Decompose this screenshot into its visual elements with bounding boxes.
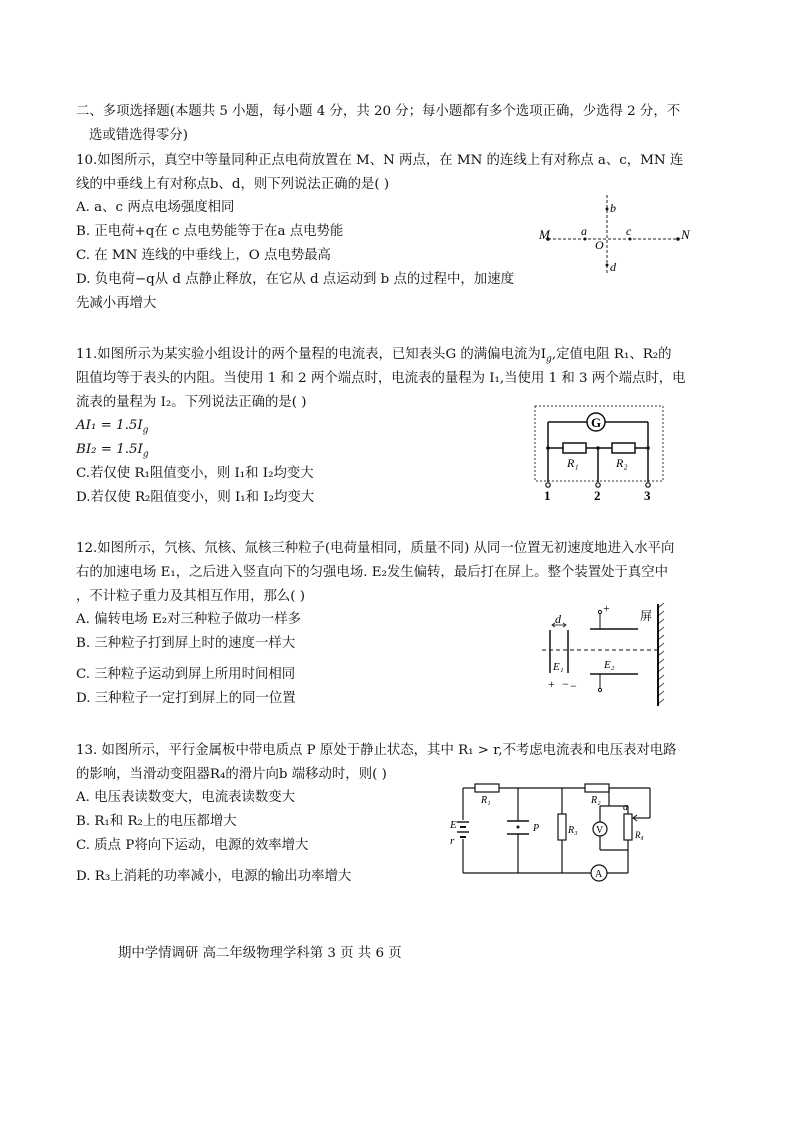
q10-charge-figure bbox=[535, 193, 695, 278]
q10-label-N: N bbox=[681, 227, 690, 242]
q13-circuit-figure bbox=[445, 778, 670, 883]
q11-terminal-1: 1 bbox=[544, 488, 551, 503]
q12-stem-line1: 12.如图所示，氕核、氘核、氚核三种粒子(电荷量相同，质量不同) 从同一位置无初速度地进入水平向 bbox=[76, 541, 675, 556]
q11-option-a: $AI_1 = 1.5I_g$ bbox=[76, 418, 149, 436]
q12-label-E1: E₁ bbox=[553, 661, 564, 673]
section-title-line2: 选或错选得零分) bbox=[89, 128, 188, 143]
q10-label-c: c bbox=[626, 224, 632, 238]
q11-terminal-3: 3 bbox=[644, 488, 651, 503]
q13-option-a: A. 电压表读数变大，电流表读数变大 bbox=[76, 790, 296, 805]
q13-option-c: C. 质点 P将向下运动，电源的效率增大 bbox=[76, 838, 309, 853]
q10-label-b: b bbox=[610, 201, 616, 215]
q12-option-b: B. 三种粒子打到屏上时的速度一样大 bbox=[76, 636, 296, 651]
q13-label-E: E bbox=[450, 819, 457, 831]
q12-label-screen: 屏 bbox=[640, 609, 653, 623]
q13-label-R1: R₁ bbox=[481, 795, 491, 806]
q13-label-a: a bbox=[623, 802, 628, 813]
q10-label-a: a bbox=[581, 224, 587, 238]
q10-option-d-line1: D. 负电荷−q从 d 点静止释放，在它从 d 点运动到 b 点的过程中，加速度 bbox=[76, 272, 514, 287]
q10-stem-line1: 10.如图所示，真空中等量同种正点电荷放置在 M、N 两点，在 MN 的连线上有对称点 a、c，MN 连 bbox=[76, 153, 684, 168]
q12-option-d: D. 三种粒子一定打到屏上的同一位置 bbox=[76, 691, 296, 706]
q10-option-a: A. a、c 两点电场强度相同 bbox=[76, 200, 235, 215]
q12-option-a: A. 偏转电场 E₂对三种粒子做功一样多 bbox=[76, 612, 302, 627]
q12-field-figure bbox=[540, 598, 680, 710]
q12-label-minus-left: − bbox=[562, 677, 569, 691]
q10-option-c: C. 在 MN 连线的中垂线上，O 点电势最高 bbox=[76, 248, 331, 263]
q11-label-G: G bbox=[591, 415, 602, 430]
q10-stem-line2: 线的中垂线上有对称点b、d，则下列说法正确的是( ) bbox=[76, 177, 390, 192]
q11-option-b: $BI_2 = 1.5I_g$ bbox=[76, 442, 149, 460]
q10-option-b: B. 正电荷+q在 c 点电势能等于在a 点电势能 bbox=[76, 224, 344, 239]
q13-label-R4: R₄ bbox=[635, 830, 644, 840]
q13-label-R2: R₂ bbox=[591, 795, 601, 806]
q10-label-M: M bbox=[539, 227, 550, 242]
q11-option-c: C.若仅使 R₁阻值变小，则 I₁和 I₂均变大 bbox=[76, 466, 314, 481]
q11-label-R2: R₂ bbox=[616, 456, 628, 470]
q13-label-R3: R₃ bbox=[568, 825, 578, 836]
q13-voltmeter-label: V bbox=[596, 825, 604, 836]
q13-option-d: D. R₃上消耗的功率减小，电源的输出功率增大 bbox=[76, 869, 352, 884]
q13-label-P: P bbox=[533, 823, 540, 834]
q12-label-plus-top: + bbox=[603, 601, 610, 615]
q12-label-E2: E₂ bbox=[604, 659, 615, 671]
q11-stem-line2: 阻值均等于表头的内阻。当使用 1 和 2 两个端点时，电流表的量程为 I₁,当使用 1 和 3 两个端点时，电 bbox=[76, 371, 686, 386]
q11-stem-line3: 流表的量程为 I₂。下列说法正确的是( ) bbox=[76, 395, 307, 410]
q13-option-b: B. R₁和 R₂上的电压都增大 bbox=[76, 814, 237, 829]
q11-option-d: D.若仅使 R₂阻值变小，则 I₁和 I₂均变大 bbox=[76, 490, 315, 505]
q10-label-d: d bbox=[610, 260, 616, 274]
q13-stem-line2: 的影响，当滑动变阻器R₄的滑片向b 端移动时，则( ) bbox=[76, 767, 387, 782]
q13-stem-line1: 13. 如图所示，平行金属板中带电质点 P 原处于静止状态，其中 R₁ > r,不考虑电流表和电压表对电路 bbox=[76, 743, 677, 758]
q12-option-c: C. 三种粒子运动到屏上所用时间相同 bbox=[76, 667, 296, 682]
q11-label-R1: R₁ bbox=[567, 456, 579, 470]
q12-label-minus-bottom: − bbox=[570, 679, 577, 693]
page-footer: 期中学情调研 高二年级物理学科第 3 页 共 6 页 bbox=[118, 946, 402, 961]
q11-ammeter-circuit bbox=[530, 403, 670, 503]
section-title-line1: 二、多项选择题(本题共 5 小题，每小题 4 分，共 20 分；每小题都有多个选项正确，少选得 2 分，不 bbox=[76, 104, 681, 119]
q12-stem-line2: 右的加速电场 E₁，之后进入竖直向下的匀强电场. E₂发生偏转，最后打在屏上。整个装置处于真空中 bbox=[76, 565, 669, 580]
q12-label-plus-left: + bbox=[548, 677, 555, 691]
q12-label-d: d bbox=[555, 612, 561, 626]
q12-stem-line3: ，不计粒子重力及其相互作用，那么( ) bbox=[76, 589, 305, 604]
q13-ammeter-label: A bbox=[595, 869, 603, 880]
q11-stem-line1: 11.如图所示为某实验小组设计的两个量程的电流表，已知表头G 的满偏电流为$I_g$,定值电阻 R₁、R₂的 bbox=[76, 347, 672, 365]
q10-option-d-line2: 先减小再增大 bbox=[76, 296, 157, 311]
q11-terminal-2: 2 bbox=[594, 488, 601, 503]
q10-label-O: O bbox=[595, 238, 604, 252]
q13-label-r: r bbox=[450, 835, 455, 847]
